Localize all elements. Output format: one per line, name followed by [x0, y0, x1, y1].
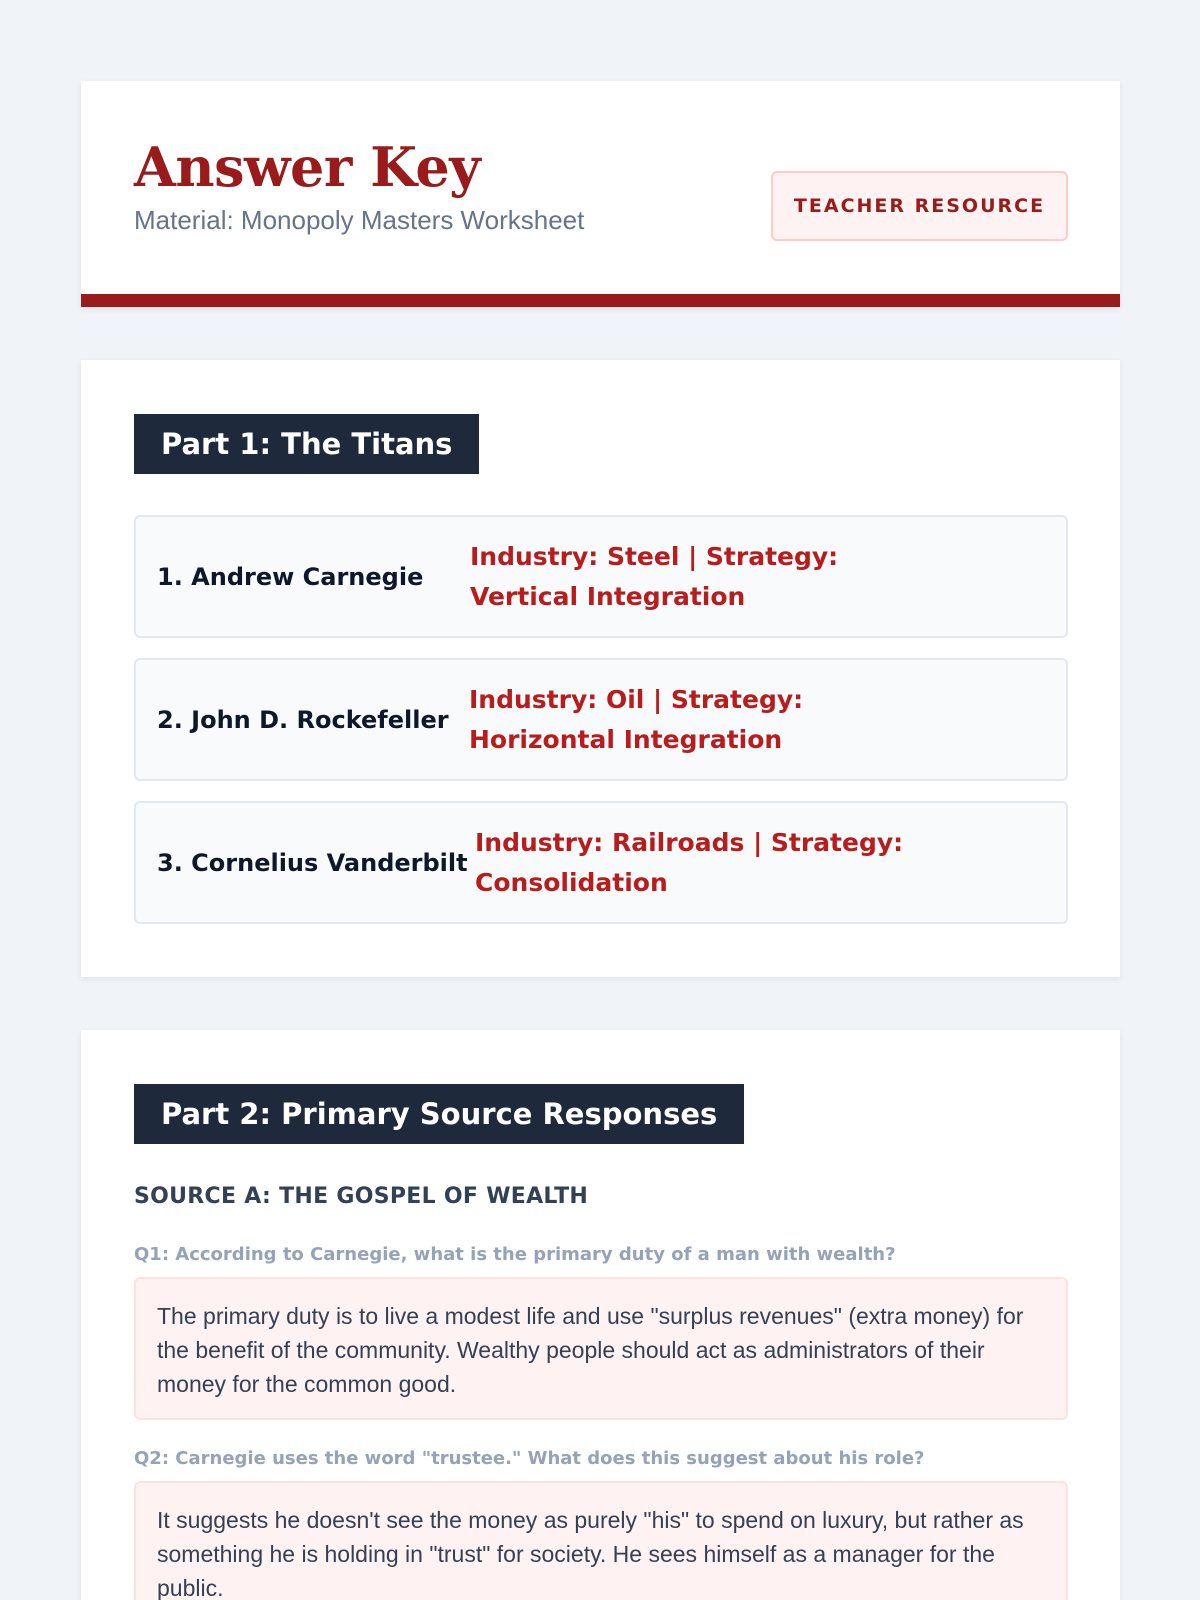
titan-row-carnegie	[134, 515, 1068, 638]
part2-heading: Part 2: Primary Source Responses	[134, 1084, 744, 1144]
titan-name: 3. Cornelius Vanderbilt	[157, 848, 468, 877]
question-label: Q2: Carnegie uses the word "trustee." What does this suggest about his role?	[134, 1448, 925, 1469]
source-title: SOURCE A: THE GOSPEL OF WEALTH	[134, 1184, 589, 1209]
part1-card	[81, 360, 1120, 977]
question-label: Q1: According to Carnegie, what is the primary duty of a man with wealth?	[134, 1244, 896, 1265]
teacher-resource-badge: TEACHER RESOURCE	[771, 171, 1068, 241]
titan-answer: Industry: Railroads | Strategy: Consolidation	[475, 827, 904, 897]
page-subtitle: Material: Monopoly Masters Worksheet	[134, 205, 585, 235]
titan-answer: Industry: Steel | Strategy: Vertical Integration	[470, 541, 839, 611]
part1-heading: Part 1: The Titans	[134, 414, 479, 474]
page-title: Answer Key	[134, 135, 481, 199]
titan-answer: Industry: Oil | Strategy: Horizontal Integration	[469, 684, 804, 754]
header-accent-bar	[81, 294, 1120, 307]
part2-card	[81, 1030, 1120, 1600]
answer-box: The primary duty is to live a modest life and use "surplus revenues" (extra money) for the benefit of the community. Wealthy people should act as administrators of their money for the common good.	[134, 1277, 1068, 1420]
answer-box: It suggests he doesn't see the money as purely "his" to spend on luxury, but rather as something he is holding in "trust" for society. He sees himself as a manager for the public.	[134, 1481, 1068, 1600]
titan-name: 1. Andrew Carnegie	[157, 562, 424, 591]
titan-name: 2. John D. Rockefeller	[157, 705, 449, 734]
titan-row-vanderbilt	[134, 801, 1068, 924]
titan-row-rockefeller	[134, 658, 1068, 781]
header-card	[81, 81, 1120, 307]
